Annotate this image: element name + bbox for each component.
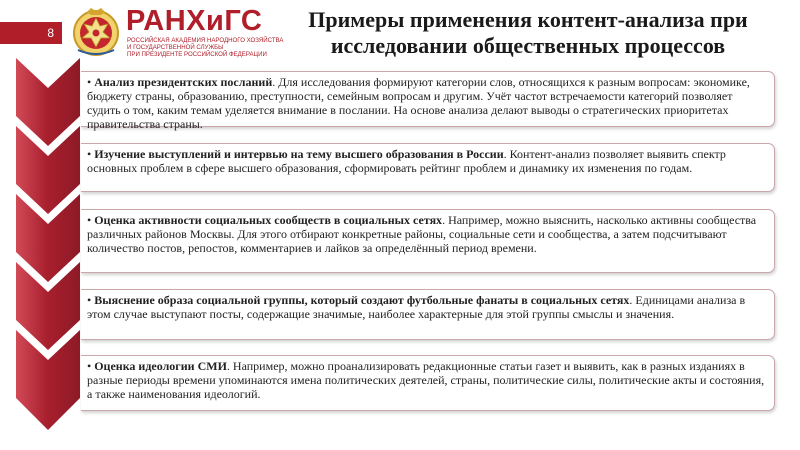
logo-subtitle-line: РОССИЙСКАЯ АКАДЕМИЯ НАРОДНОГО ХОЗЯЙСТВА <box>127 37 284 44</box>
logo-subtitle-line: И ГОСУДАРСТВЕННОЙ СЛУЖБЫ <box>127 44 224 51</box>
chevron-shape-1 <box>16 58 80 146</box>
item-heading: Изучение выступлений и интервью на тему высшего образования в России <box>94 147 504 161</box>
item-heading: Анализ президентских посланий <box>94 75 273 89</box>
item-text: . Для исследования формируют категории слов, относящихся к разным вопросам: экономике, бюджету страны, образованию, преступности, семейным вопросам и другим. Учёт частот встречаемости категорий позволяет судить о том, каким темам уделяется внимание в послании. На основе анализа делают выводы о стратегических приоритетах правительства страны. <box>87 75 750 131</box>
item-text: . Например, можно проанализировать редакционные статьи газет и выявить, как в разных изданиях в разные периоды времени упоминаются имена политических деятелей, страны, политические силы, политические акты и состояния, а также наименования идеологий. <box>87 359 765 401</box>
list-item <box>81 355 775 411</box>
bullet: • <box>87 75 92 89</box>
bullet: • <box>87 213 92 227</box>
bullet: • <box>87 147 92 161</box>
page-number: 8 <box>47 26 54 40</box>
item-text: . Контент-анализ позволяет выявить спектр основных проблем в сфере высшего образования, сформировать рейтинг проблем и динамику их изменения по годам. <box>87 147 726 175</box>
item-text: . Например, можно выяснить, насколько активны сообщества различных районов Москвы. Для этого отбирают конкретные районы, социальные сети и сообщества, а затем подсчитывают количество постов, репостов, комментариев и лайков за определённый период времени. <box>87 213 757 255</box>
slide-title: Примеры применения контент-анализа при исследовании общественных процессов <box>308 7 748 58</box>
list-item <box>81 209 775 273</box>
bullet: • <box>87 293 92 307</box>
logo-subtitle-line: ПРИ ПРЕЗИДЕНТЕ РОССИЙСКОЙ ФЕДЕРАЦИИ <box>127 51 267 58</box>
list-item <box>81 143 775 192</box>
logo-title: РАНХиГС <box>126 5 263 37</box>
item-heading: Оценка идеологии СМИ <box>94 359 227 373</box>
list-item <box>81 289 775 340</box>
list-item <box>81 71 775 131</box>
item-heading: Выяснение образа социальной группы, который создают футбольные фанаты в социальных сетях <box>94 293 630 307</box>
bullet: • <box>87 359 92 373</box>
item-heading: Оценка активности социальных сообществ в социальных сетях <box>94 213 443 227</box>
item-text: . Единицами анализа в этом случае выступают посты, содержащие значимые, наиболее характерные для этой группы смыслы и значения. <box>87 293 746 321</box>
